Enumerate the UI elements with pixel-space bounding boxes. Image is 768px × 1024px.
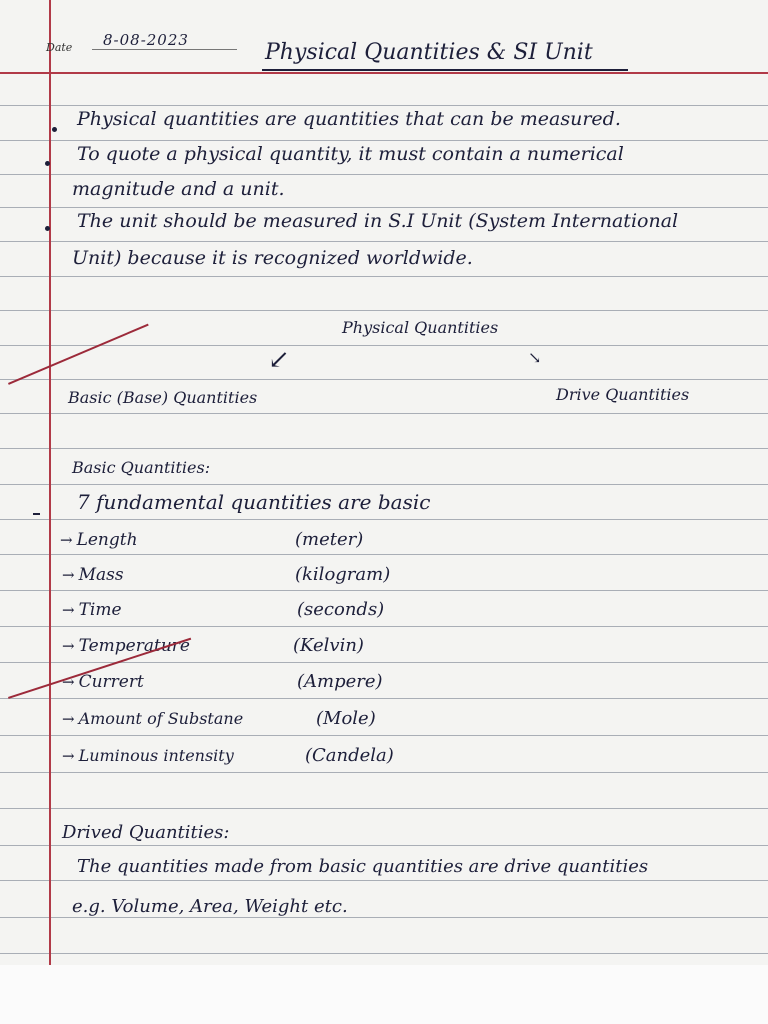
list-arrow-icon: → bbox=[62, 637, 75, 655]
bullet-dot bbox=[45, 226, 50, 231]
tree-right-node: Drive Quantities bbox=[556, 385, 690, 404]
title-underline bbox=[262, 69, 628, 71]
ruled-line bbox=[0, 276, 768, 277]
bullet-text: magnitude and a unit. bbox=[72, 178, 285, 200]
list-arrow-icon: → bbox=[60, 531, 73, 549]
tree-left-node: Basic (Base) Quantities bbox=[68, 388, 258, 407]
derived-heading: Drived Quantities: bbox=[62, 822, 230, 843]
quantity-label: Time bbox=[78, 600, 122, 620]
ruled-line bbox=[0, 590, 768, 591]
bullet-dot bbox=[52, 127, 57, 132]
ruled-line bbox=[0, 917, 768, 918]
date-underline bbox=[92, 49, 237, 50]
list-arrow-icon: → bbox=[62, 710, 75, 728]
quantity-name bbox=[62, 636, 190, 656]
quantity-unit: (Kelvin) bbox=[293, 635, 364, 656]
ruled-line bbox=[0, 207, 768, 208]
quantity-unit: (seconds) bbox=[297, 599, 385, 620]
ruled-line bbox=[0, 772, 768, 773]
quantity-name bbox=[62, 600, 122, 620]
margin-line bbox=[49, 0, 51, 965]
ruled-line bbox=[0, 953, 768, 954]
ruled-line bbox=[0, 448, 768, 449]
desk-surface bbox=[0, 965, 768, 1024]
quantity-unit: (Ampere) bbox=[297, 671, 383, 692]
list-arrow-icon: → bbox=[62, 601, 75, 619]
tree-root: Physical Quantities bbox=[342, 318, 499, 337]
bullet-text: Physical quantities are quantities that can be measured. bbox=[77, 108, 621, 130]
ruled-line bbox=[0, 413, 768, 414]
ruled-line bbox=[0, 698, 768, 699]
quantity-unit: (meter) bbox=[295, 529, 364, 550]
ruled-line bbox=[0, 174, 768, 175]
ruled-line bbox=[0, 310, 768, 311]
bullet-dot bbox=[45, 161, 50, 166]
derived-example: e.g. Volume, Area, Weight etc. bbox=[72, 896, 348, 917]
tree-left-arrow: ↙ bbox=[268, 345, 290, 375]
ruled-line bbox=[0, 808, 768, 809]
quantity-label: Length bbox=[76, 530, 138, 550]
ruled-line bbox=[0, 519, 768, 520]
basic-heading: Basic Quantities: bbox=[72, 458, 211, 477]
pen-stroke bbox=[8, 324, 149, 385]
quantity-label: Amount of Substane bbox=[78, 709, 244, 728]
basic-intro: 7 fundamental quantities are basic bbox=[77, 490, 431, 514]
derived-text: The quantities made from basic quantities are drive quantities bbox=[77, 856, 649, 877]
date-label: Date bbox=[46, 41, 73, 54]
ruled-line bbox=[0, 735, 768, 736]
date-value: 8-08-2023 bbox=[103, 31, 189, 49]
ruled-line bbox=[0, 72, 768, 74]
dash-mark bbox=[33, 513, 40, 515]
quantity-name bbox=[62, 709, 243, 728]
ruled-line bbox=[0, 554, 768, 555]
ruled-line bbox=[0, 484, 768, 485]
bullet-text: Unit) because it is recognized worldwide. bbox=[72, 247, 473, 269]
page-title: Physical Quantities & SI Unit bbox=[265, 40, 593, 65]
quantity-label: Mass bbox=[78, 565, 124, 585]
quantity-name bbox=[62, 746, 234, 765]
quantity-label: Luminous intensity bbox=[78, 746, 234, 765]
quantity-name bbox=[62, 565, 124, 585]
quantity-label: Temperature bbox=[78, 636, 190, 656]
ruled-line bbox=[0, 845, 768, 846]
quantity-unit: (kilogram) bbox=[295, 564, 391, 585]
ruled-line bbox=[0, 379, 768, 380]
bullet-text: To quote a physical quantity, it must contain a numerical bbox=[77, 143, 624, 165]
quantity-unit: (Mole) bbox=[316, 708, 376, 729]
list-arrow-icon: → bbox=[62, 566, 75, 584]
list-arrow-icon: → bbox=[62, 747, 75, 765]
tree-right-arrow: ↘ bbox=[528, 348, 542, 367]
ruled-line bbox=[0, 241, 768, 242]
quantity-name bbox=[60, 530, 138, 550]
ruled-line bbox=[0, 345, 768, 346]
list-arrow-icon: → bbox=[62, 673, 75, 691]
ruled-line bbox=[0, 140, 768, 141]
quantity-unit: (Candela) bbox=[305, 745, 394, 766]
bullet-text: The unit should be measured in S.I Unit (System International bbox=[77, 210, 679, 232]
ruled-line bbox=[0, 105, 768, 106]
quantity-label: Currert bbox=[78, 672, 144, 692]
ruled-line bbox=[0, 626, 768, 627]
ruled-line bbox=[0, 880, 768, 881]
